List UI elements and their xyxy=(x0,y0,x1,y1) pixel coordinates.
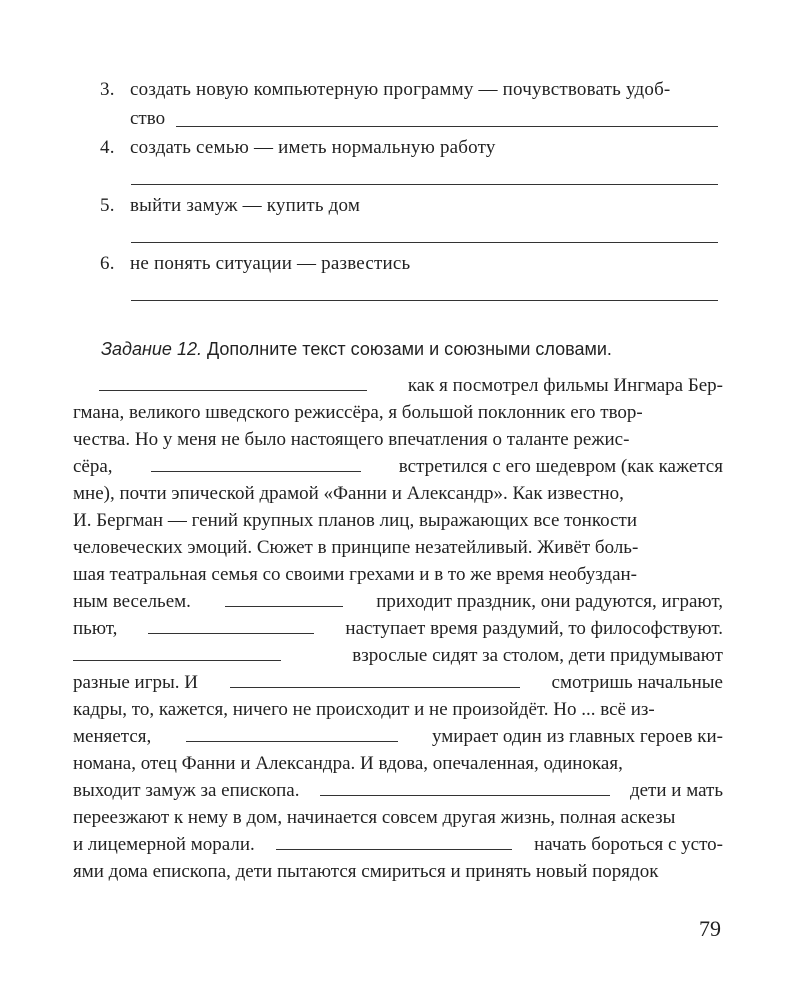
blank-field[interactable] xyxy=(151,455,361,472)
text-line xyxy=(73,561,723,588)
text-line xyxy=(73,750,723,777)
item-number: 4. xyxy=(100,137,115,158)
text-fragment: выходит замуж за епископа. xyxy=(73,780,300,801)
text-line xyxy=(73,507,723,534)
text-fragment: разные игры. И xyxy=(73,672,199,693)
item-text: не понять ситуации — развестись xyxy=(130,253,411,274)
text-fragment: как я посмотрел фильмы Ингмара Бер- xyxy=(407,375,723,396)
text-fragment: и лицемерной морали. xyxy=(73,834,255,855)
text-line xyxy=(73,642,723,669)
text-fragment: начать бороться с усто- xyxy=(534,834,723,855)
blank-field[interactable] xyxy=(186,725,398,742)
blank-field[interactable] xyxy=(225,590,343,607)
list-item xyxy=(100,133,720,191)
blank-field[interactable] xyxy=(73,644,281,661)
task-label: Задание 12. xyxy=(101,339,202,359)
text-fragment: номана, отец Фанни и Александра. И вдова, опечаленная, одинокая, xyxy=(73,753,623,774)
text-fragment: пьют, xyxy=(73,618,118,639)
item-text: создать новую компьютерную программу — почувствовать удоб- xyxy=(130,79,671,100)
text-line xyxy=(73,453,723,480)
blank-field[interactable] xyxy=(320,779,610,796)
text-fragment: меняется, xyxy=(73,726,152,747)
text-fragment: мне), почти эпической драмой «Фанни и Александр». Как известно, xyxy=(73,483,624,504)
page-number: 79 xyxy=(699,916,721,941)
item-text-continuation: ство xyxy=(130,108,166,129)
text-fragment: чества. Но у меня не было настоящего впечатления о таланте режис- xyxy=(73,429,630,450)
text-fragment: взрослые сидят за столом, дети придумывают xyxy=(352,645,723,666)
blank-field[interactable] xyxy=(148,617,314,634)
text-line xyxy=(73,615,723,642)
text-line xyxy=(73,723,723,750)
text-line xyxy=(73,777,723,804)
text-fragment: умирает один из главных героев ки- xyxy=(432,726,723,747)
answer-line[interactable] xyxy=(176,126,718,127)
item-text: создать семью — иметь нормальную работу xyxy=(130,137,496,158)
item-number: 3. xyxy=(100,79,115,100)
text-fragment: встретился с его шедевром (как кажется xyxy=(398,456,723,477)
item-text: выйти замуж — купить дом xyxy=(130,195,361,216)
text-fragment: смотришь начальные xyxy=(551,672,723,693)
text-fragment: дети и мать xyxy=(629,780,723,801)
text-fragment: кадры, то, кажется, ничего не происходит и не произойдёт. Но ... всё из- xyxy=(73,699,655,720)
blank-field[interactable] xyxy=(230,671,520,688)
text-fragment: И. Бергман — гений крупных планов лиц, выражающих все тонкости xyxy=(73,510,637,531)
text-line xyxy=(73,804,723,831)
text-line xyxy=(73,696,723,723)
blank-field[interactable] xyxy=(276,833,512,850)
item-number: 5. xyxy=(100,195,115,216)
task-instruction: Дополните текст союзами и союзными словами. xyxy=(206,339,612,359)
text-line xyxy=(73,669,723,696)
answer-line[interactable] xyxy=(131,300,718,301)
text-fragment: шая театральная семья со своими грехами и в то же время необуздан- xyxy=(73,564,637,585)
text-fragment: наступает время раздумий, то философствуют. xyxy=(345,618,723,639)
text-fragment: переезжают к нему в дом, начинается совсем другая жизнь, полная аскезы xyxy=(73,807,676,828)
text-line xyxy=(73,372,723,399)
text-fragment: ями дома епископа, дети пытаются смириться и принять новый порядок xyxy=(73,861,659,882)
answer-line[interactable] xyxy=(131,242,718,243)
text-line xyxy=(73,399,723,426)
item-number: 6. xyxy=(100,253,115,274)
fill-in-text xyxy=(73,372,723,885)
text-line xyxy=(73,831,723,858)
text-line xyxy=(73,426,723,453)
text-fragment: человеческих эмоций. Сюжет в принципе незатейливый. Живёт боль- xyxy=(73,537,639,558)
text-fragment: приходит праздник, они радуются, играют, xyxy=(376,591,723,612)
exercise-list xyxy=(100,75,720,307)
text-fragment: ным весельем. xyxy=(73,591,191,612)
list-item xyxy=(100,75,720,133)
list-item xyxy=(100,249,720,307)
answer-line[interactable] xyxy=(131,184,718,185)
text-line xyxy=(73,588,723,615)
task-heading xyxy=(101,337,612,361)
text-line xyxy=(73,534,723,561)
text-line xyxy=(73,858,723,885)
blank-field[interactable] xyxy=(99,374,367,391)
text-line xyxy=(73,480,723,507)
list-item xyxy=(100,191,720,249)
text-fragment: гмана, великого шведского режиссёра, я большой поклонник его твор- xyxy=(73,402,643,423)
text-fragment: сёра, xyxy=(73,456,113,477)
